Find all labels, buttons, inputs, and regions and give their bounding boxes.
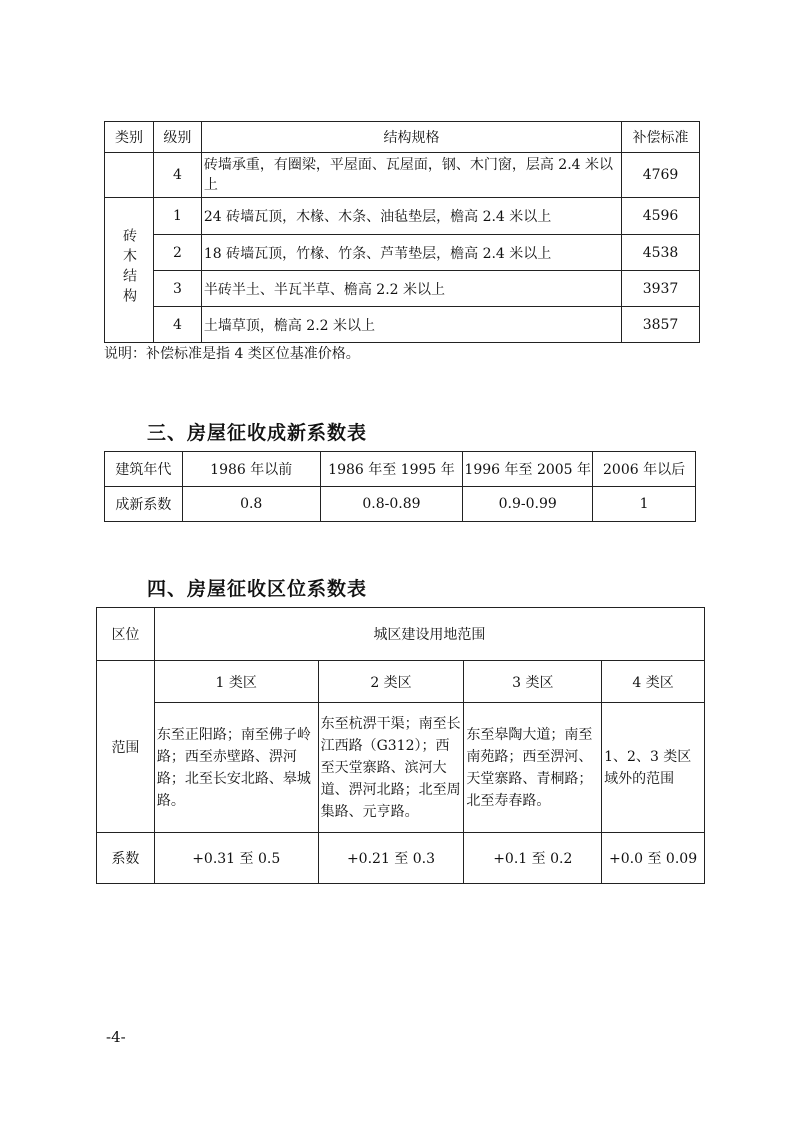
section4-title: 四、房屋征收区位系数表 [147,578,368,600]
row-spec: 24 砖墙瓦顶，木椽、木条、油毡垫层，檐高 2.4 米以上 [201,198,621,235]
land-scope: 城区建设用地范围 [154,608,704,661]
year-cell: 1986 年至 1995 年 [320,452,463,487]
range-label: 范围 [97,661,155,833]
table-row [105,307,700,343]
table-row [105,198,700,235]
row-spec: 砖墙承重，有圈梁，平屋面、瓦屋面，钢、木门窗，层高 2.4 米以上 [201,153,621,198]
zone-header: 3 类区 [464,661,602,703]
category-label: 砖木结构 [120,228,137,308]
header-price: 补偿标准 [622,122,700,153]
table-note: 说明：补偿标准是指 4 类区位基准价格。 [104,346,360,362]
zone-range: 东至皋陶大道；南至南苑路；西至淠河、天堂寨路、青桐路；北至寿春路。 [464,703,602,833]
row-spec: 半砖半土、半瓦半草、檐高 2.2 米以上 [201,271,621,307]
page-number: -4- [106,1028,126,1046]
zone-coef: +0.31 至 0.5 [154,833,318,884]
table-row [105,235,700,271]
table-row [105,452,696,487]
coef-cell: 0.8 [182,487,320,522]
row-level: 4 [153,307,201,343]
zone-coef: +0.0 至 0.09 [602,833,705,884]
row-level: 1 [153,198,201,235]
table-row [97,608,705,661]
table-row [105,153,700,198]
zone-header: 4 类区 [602,661,705,703]
zone-range: 东至正阳路；南至佛子岭路；西至赤壁路、淠河路；北至长安北路、皋城路。 [154,703,318,833]
table-row [97,833,705,884]
location-coef-table [96,607,705,884]
table-row [97,703,705,833]
zone-range: 1、2、3 类区域外的范围 [602,703,705,833]
newness-coef-table [104,451,696,522]
category-cell [105,198,154,343]
coef-cell: 0.9-0.99 [463,487,593,522]
section3-title: 三、房屋征收成新系数表 [147,422,368,444]
coef-cell: 1 [593,487,696,522]
header-category: 类别 [105,122,154,153]
year-cell: 2006 年以后 [593,452,696,487]
row-level: 2 [153,235,201,271]
table-row [97,661,705,703]
compensation-table [104,121,700,343]
empty-cell [105,153,154,198]
table-row [105,271,700,307]
row-price: 3857 [622,307,700,343]
table-header-row [105,122,700,153]
header-spec: 结构规格 [201,122,621,153]
year-cell: 1996 年至 2005 年 [463,452,593,487]
zone-range: 东至杭淠干渠；南至长江西路（G312）；西至天堂寨路、滨河大道、淠河北路；北至周集路、元亨路。 [318,703,464,833]
coef-label: 系数 [97,833,155,884]
row-spec: 18 砖墙瓦顶，竹椽、竹条、芦苇垫层，檐高 2.4 米以上 [201,235,621,271]
coef-cell: 0.8-0.89 [320,487,463,522]
row-price: 4538 [622,235,700,271]
zone-coef: +0.1 至 0.2 [464,833,602,884]
zone-header: 2 类区 [318,661,464,703]
year-cell: 1986 年以前 [182,452,320,487]
zone-label: 区位 [97,608,155,661]
table-row [105,487,696,522]
coef-label: 成新系数 [105,487,183,522]
year-label: 建筑年代 [105,452,183,487]
row-level: 3 [153,271,201,307]
row-price: 4769 [622,153,700,198]
zone-coef: +0.21 至 0.3 [318,833,464,884]
row-price: 3937 [622,271,700,307]
row-price: 4596 [622,198,700,235]
zone-header: 1 类区 [154,661,318,703]
header-level: 级别 [153,122,201,153]
row-level: 4 [153,153,201,198]
row-spec: 土墙草顶，檐高 2.2 米以上 [201,307,621,343]
